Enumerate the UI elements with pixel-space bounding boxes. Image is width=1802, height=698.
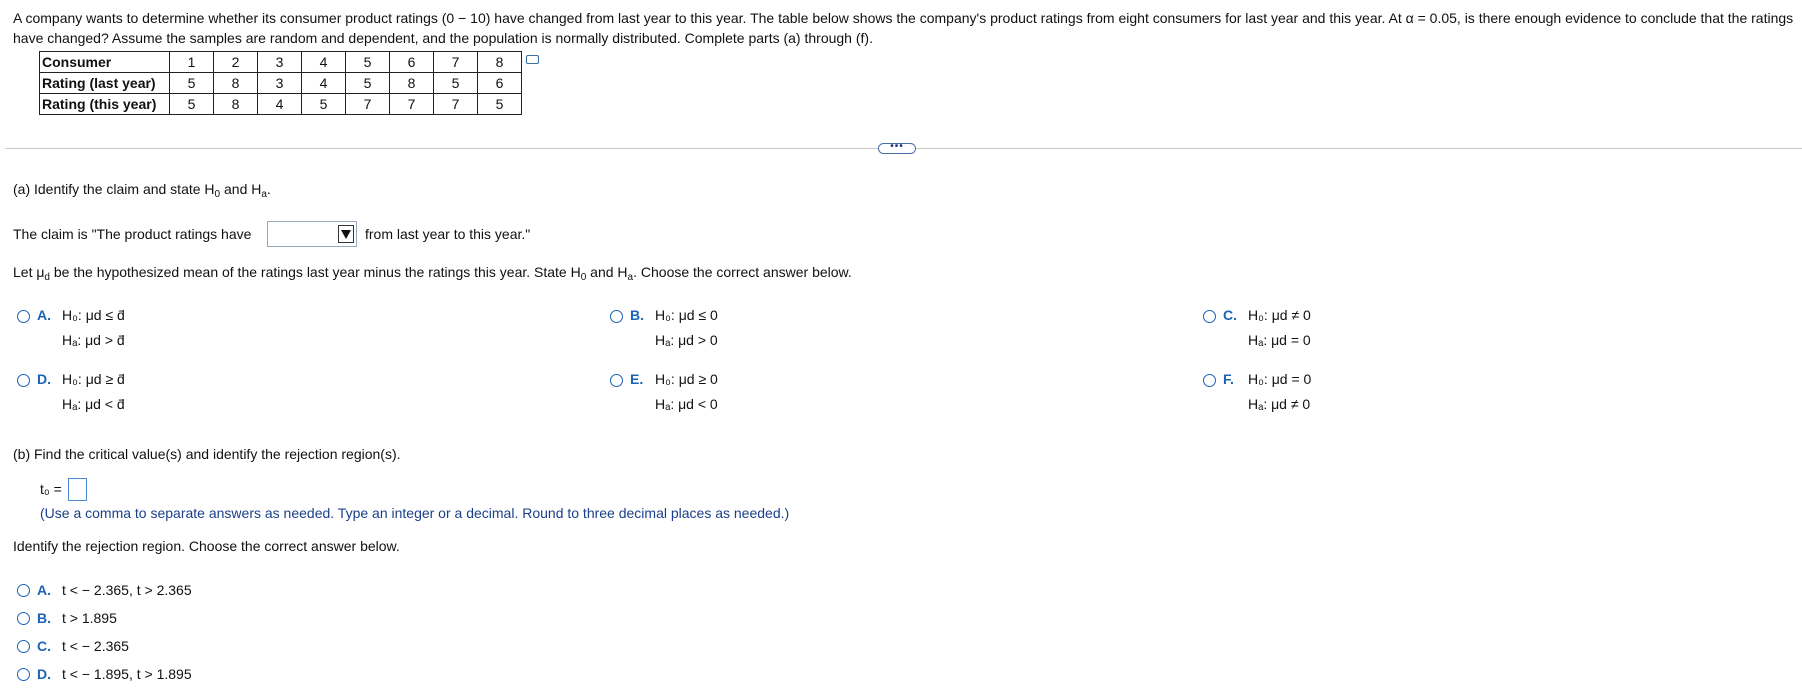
t0-label: t₀ = — [40, 481, 62, 497]
radio-region-d[interactable] — [17, 668, 30, 681]
part-a-heading: (a) Identify the claim and state $H_0$ and $H_a$. — [13, 181, 271, 200]
option-letter[interactable]: D. — [37, 371, 51, 387]
option-letter[interactable]: A. — [37, 307, 51, 323]
table-cell: 6 — [478, 73, 522, 94]
option-e-ha[interactable]: Hₐ: μd < 0 — [655, 396, 718, 412]
table-cell: 5 — [434, 73, 478, 94]
option-a-ha[interactable]: Hₐ: μd > d̄ — [62, 332, 125, 348]
table-row — [40, 94, 522, 115]
row-header: Consumer — [40, 52, 170, 73]
radio-option-e[interactable] — [610, 374, 623, 387]
option-a-h0[interactable]: H₀: μd ≤ d̄ — [62, 307, 125, 323]
option-d-ha[interactable]: Hₐ: μd < d̄ — [62, 396, 125, 412]
option-b-ha[interactable]: Hₐ: μd > 0 — [655, 332, 718, 348]
table-cell: 5 — [346, 52, 390, 73]
region-option-a[interactable]: t < − 2.365, t > 2.365 — [62, 582, 192, 598]
claim-suffix: from last year to this year." — [365, 226, 531, 242]
table-cell: 3 — [258, 52, 302, 73]
table-cell: 4 — [302, 73, 346, 94]
radio-region-c[interactable] — [17, 640, 30, 653]
region-option-c[interactable]: t < − 2.365 — [62, 638, 129, 654]
region-option-d[interactable]: t < − 1.895, t > 1.895 — [62, 666, 192, 682]
option-c-h0[interactable]: H₀: μd ≠ 0 — [1248, 307, 1311, 323]
answer-format-note: (Use a comma to separate answers as needed. Type an integer or a decimal. Round to three decimal places as needed.) — [40, 505, 790, 521]
radio-region-b[interactable] — [17, 612, 30, 625]
radio-option-a[interactable] — [17, 310, 30, 323]
radio-option-d[interactable] — [17, 374, 30, 387]
table-cell: 7 — [346, 94, 390, 115]
rejection-instruction: Identify the rejection region. Choose the correct answer below. — [13, 538, 400, 554]
problem-statement: A company wants to determine whether its consumer product ratings (0 − 10) have changed from last year to this year. The table below shows the company's product ratings from eight consumers for last year and this year. At α = 0.05, is there enough evidence to conclude that the ratings have changed? Assume the samples are random and dependent, and the population is normally distributed. Complete parts (a) through (f). — [13, 10, 1794, 46]
table-cell: 3 — [258, 73, 302, 94]
radio-region-a[interactable] — [17, 584, 30, 597]
region-option-b[interactable]: t > 1.895 — [62, 610, 117, 626]
table-cell: 8 — [390, 73, 434, 94]
table-cell: 7 — [390, 94, 434, 115]
copy-data-icon[interactable] — [526, 55, 539, 64]
radio-option-f[interactable] — [1203, 374, 1216, 387]
table-cell: 7 — [434, 94, 478, 115]
table-cell: 5 — [170, 73, 214, 94]
option-d-h0[interactable]: H₀: μd ≥ d̄ — [62, 371, 125, 387]
table-cell: 5 — [170, 94, 214, 115]
table-cell: 4 — [302, 52, 346, 73]
table-cell: 5 — [346, 73, 390, 94]
table-cell: 6 — [390, 52, 434, 73]
option-e-h0[interactable]: H₀: μd ≥ 0 — [655, 371, 718, 387]
critical-value-input[interactable] — [68, 478, 87, 501]
part-b-heading: (b) Find the critical value(s) and identify the rejection region(s). — [13, 446, 401, 462]
table-cell: 8 — [214, 94, 258, 115]
table-cell: 8 — [478, 52, 522, 73]
table-cell: 5 — [478, 94, 522, 115]
option-c-ha[interactable]: Hₐ: μd = 0 — [1248, 332, 1311, 348]
table-cell: 8 — [214, 73, 258, 94]
option-letter[interactable]: C. — [1223, 307, 1237, 323]
option-letter[interactable]: B. — [37, 610, 51, 626]
table-cell: 1 — [170, 52, 214, 73]
option-letter[interactable]: D. — [37, 666, 51, 682]
hypothesis-instruction: Let $\mu_d$ be the hypothesized mean of the ratings last year minus the ratings this year. State $H_0$ and $H_a$. Choose the correct answer below. — [13, 264, 852, 283]
table-row — [40, 52, 522, 73]
claim-dropdown[interactable] — [267, 221, 357, 247]
option-letter[interactable]: E. — [630, 371, 644, 387]
radio-option-c[interactable] — [1203, 310, 1216, 323]
option-letter[interactable]: F. — [1223, 371, 1234, 387]
dropdown-arrow-icon[interactable] — [338, 225, 354, 243]
table-cell: 5 — [302, 94, 346, 115]
option-letter[interactable]: C. — [37, 638, 51, 654]
row-header: Rating (this year) — [40, 94, 170, 115]
claim-prefix: The claim is "The product ratings have — [13, 226, 252, 242]
option-f-ha[interactable]: Hₐ: μd ≠ 0 — [1248, 396, 1311, 412]
table-row — [40, 73, 522, 94]
row-header: Rating (last year) — [40, 73, 170, 94]
option-letter[interactable]: B. — [630, 307, 644, 323]
expand-more-button[interactable]: ••• — [878, 143, 916, 154]
table-cell: 4 — [258, 94, 302, 115]
radio-option-b[interactable] — [610, 310, 623, 323]
table-cell: 2 — [214, 52, 258, 73]
option-b-h0[interactable]: H₀: μd ≤ 0 — [655, 307, 718, 323]
option-letter[interactable]: A. — [37, 582, 51, 598]
ratings-table — [39, 51, 522, 115]
table-cell: 7 — [434, 52, 478, 73]
option-f-h0[interactable]: H₀: μd = 0 — [1248, 371, 1312, 387]
